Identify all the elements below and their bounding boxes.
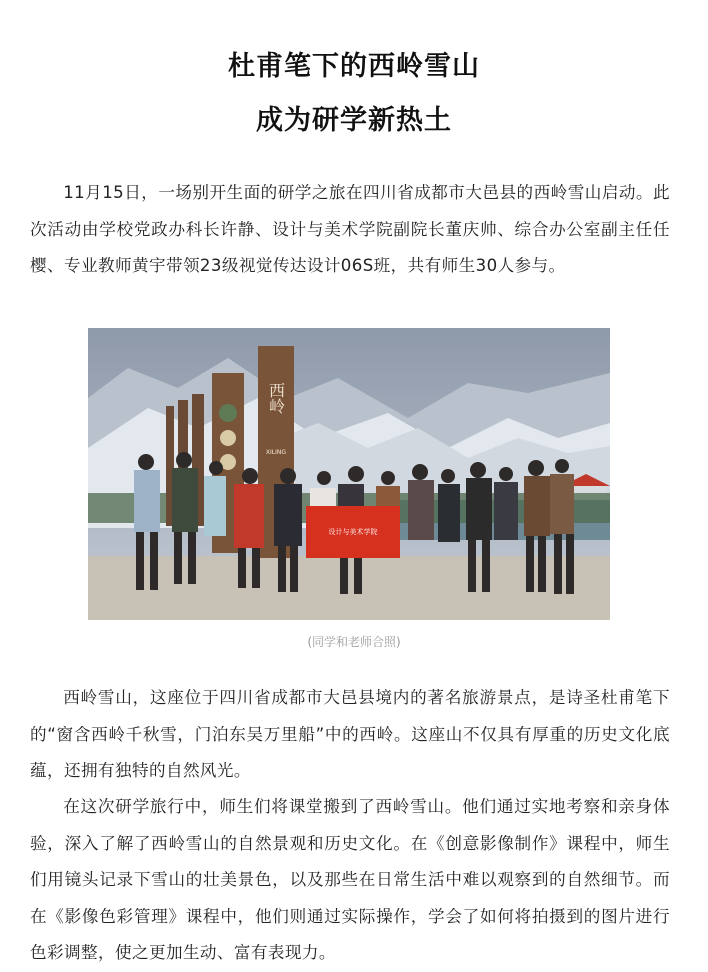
- article-paragraph-2: 西岭雪山，这座位于四川省成都市大邑县境内的著名旅游景点，是诗圣杜甫笔下的“窗含西岭千秋雪，门泊东吴万里船”中的西岭。这座山不仅具有厚重的历史文化底蕴，还拥有独特的自然风光。: [30, 688, 670, 780]
- article-title-line1: 杜甫笔下的西岭雪山: [228, 51, 480, 82]
- article-title-line2: 成为研学新热土: [256, 105, 452, 136]
- article-paragraph-1: 11月15日，一场别开生面的研学之旅在四川省成都市大邑县的西岭雪山启动。此次活动由学校党政办科长许静、设计与美术学院副院长董庆帅、综合办公室副主任任樱、专业教师黄宇带领23级视觉传达设计06S班，共有师生30人参与。: [30, 183, 670, 275]
- article-paragraph-3: 在这次研学旅行中，师生们将课堂搬到了西岭雪山。他们通过实地考察和亲身体验，深入了解了西岭雪山的自然景观和历史文化。在《创意影像制作》课程中，师生们用镜头记录下雪山的壮美景色，以及那些在日常生活中难以观察到的自然细节。而在《影像色彩管理》课程中，他们则通过实际操作，学会了如何将拍摄到的图片进行色彩调整，使之更加生动、富有表现力。: [30, 797, 670, 962]
- sign-text: 西岭: [266, 382, 286, 414]
- sign-subtext: XILING: [265, 449, 287, 456]
- group-photo: [88, 328, 610, 620]
- photo-caption: (同学和老师合照): [307, 635, 401, 649]
- group-photo-illustration: [88, 328, 610, 620]
- banner-text: 设计与美术学院: [328, 528, 378, 536]
